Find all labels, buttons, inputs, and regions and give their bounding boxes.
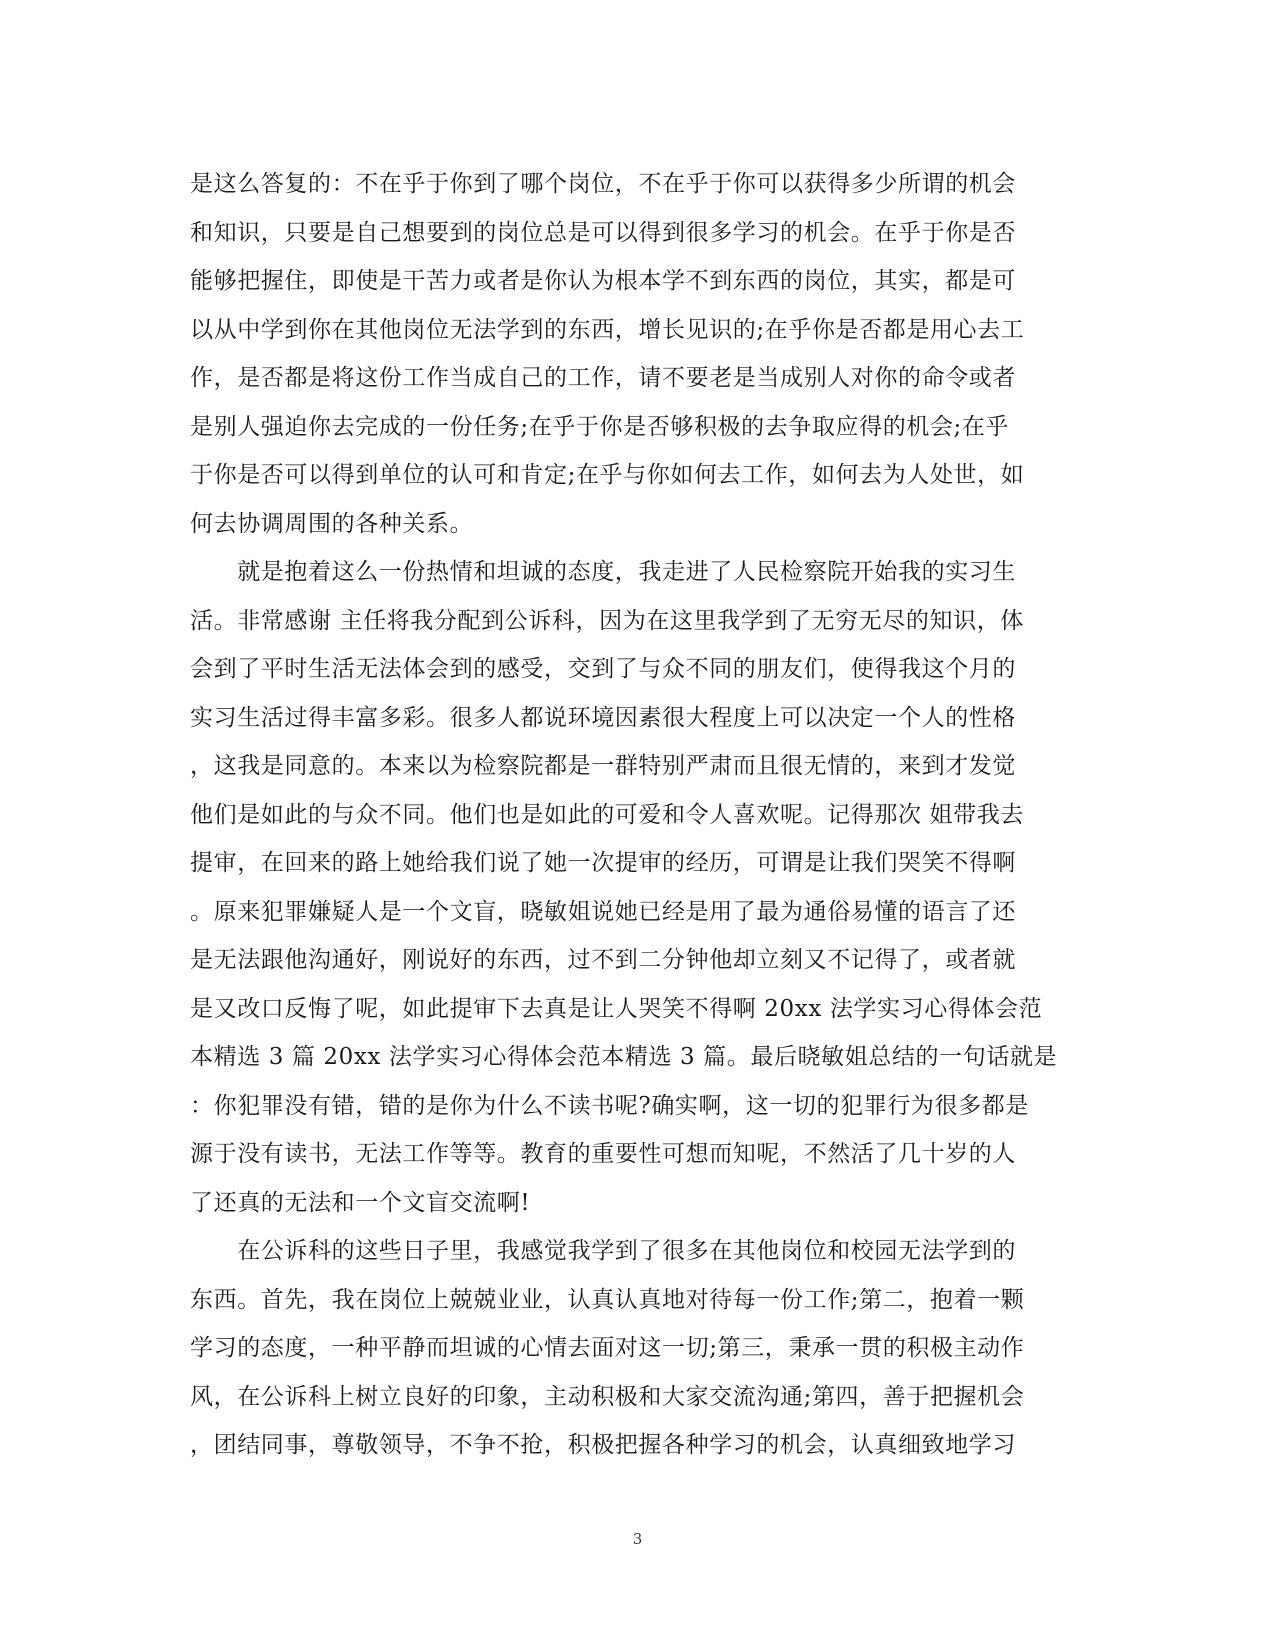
text-line: 和知识，只要是自己想要到的岗位总是可以得到很多学习的机会。在乎于你是否 (190, 219, 1016, 246)
text-line: 以从中学到你在其他岗位无法学到的东西，增长见识的;在乎你是否都是用心去工 (190, 316, 1025, 343)
text-line: 活。非常感谢 主任将我分配到公诉科，因为在这里我学到了无穷无尽的知识，体 (190, 607, 1024, 634)
text-line: ：你犯罪没有错，错的是你为什么不读书呢?确实啊，这一切的犯罪行为很多都是 (190, 1092, 1029, 1119)
text-line: 本精选 3 篇 20xx 法学实习心得体会范本精选 3 篇。最后晓敏姐总结的一句话就是 (190, 1044, 1058, 1070)
text-line: 他们是如此的与众不同。他们也是如此的可爱和令人喜欢呢。记得那次 姐带我去 (190, 801, 1024, 828)
text-line: 何去协调周围的各种关系。 (190, 510, 474, 537)
text-line: 就是抱着这么一份热情和坦诚的态度，我走进了人民检察院开始我的实习生 (190, 559, 1016, 585)
text-line: ，团结同事，尊敬领导，不争不抢，积极把握各种学习的机会，认真细致地学习 (190, 1432, 1016, 1458)
text-line: 是别人强迫你去完成的一份任务;在乎于你是否够积极的去争取应得的机会;在乎 (190, 413, 1010, 440)
text-line: 于你是否可以得到单位的认可和肯定;在乎与你如何去工作，如何去为人处世，如 (190, 462, 1025, 488)
text-line: 了还真的无法和一个文盲交流啊! (190, 1189, 531, 1216)
text-line: 东西。首先，我在岗位上兢兢业业，认真认真地对待每一份工作;第二，抱着一颗 (190, 1286, 1025, 1313)
text-line: 风，在公诉科上树立良好的印象，主动积极和大家交流沟通;第四，善于把握机会 (190, 1383, 1025, 1410)
text-line: ，这我是同意的。本来以为检察院都是一群特别严肃而且很无情的，来到才发觉 (190, 753, 1016, 779)
text-line: 在公诉科的这些日子里，我感觉我学到了很多在其他岗位和校园无法学到的 (190, 1238, 1016, 1264)
text-line: 是又改口反悔了呢，如此提审下去真是让人哭笑不得啊 20xx 法学实习心得体会范 (190, 995, 1043, 1022)
text-line: 实习生活过得丰富多彩。很多人都说环境因素很大程度上可以决定一个人的性格 (190, 704, 1016, 731)
text-line: 源于没有读书，无法工作等等。教育的重要性可想而知呢，不然活了几十岁的人 (190, 1141, 1016, 1167)
text-line: 作，是否都是将这份工作当成自己的工作，请不要老是当成别人对你的命令或者 (190, 365, 1016, 391)
text-line: 是无法跟他沟通好，刚说好的东西，过不到二分钟他却立刻又不记得了，或者就 (190, 947, 1016, 973)
text-line: 提审，在回来的路上她给我们说了她一次提审的经历，可谓是让我们哭笑不得啊 (190, 850, 1016, 876)
body-text (190, 160, 1090, 1470)
text-line: 会到了平时生活无法体会到的感受，交到了与众不同的朋友们，使得我这个月的 (190, 656, 1016, 682)
text-line: 是这么答复的：不在乎于你到了哪个岗位，不在乎于你可以获得多少所谓的机会 (190, 171, 1016, 197)
text-line: 学习的态度，一种平静而坦诚的心情去面对这一切;第三，秉承一贯的积极主动作 (190, 1335, 1025, 1361)
text-line: 。原来犯罪嫌疑人是一个文盲，晓敏姐说她已经是用了最为通俗易懂的语言了还 (190, 898, 1016, 925)
text-line: 能够把握住，即使是干苦力或者是你认为根本学不到东西的岗位，其实，都是可 (190, 268, 1016, 294)
page-number: 3 (632, 1530, 643, 1548)
